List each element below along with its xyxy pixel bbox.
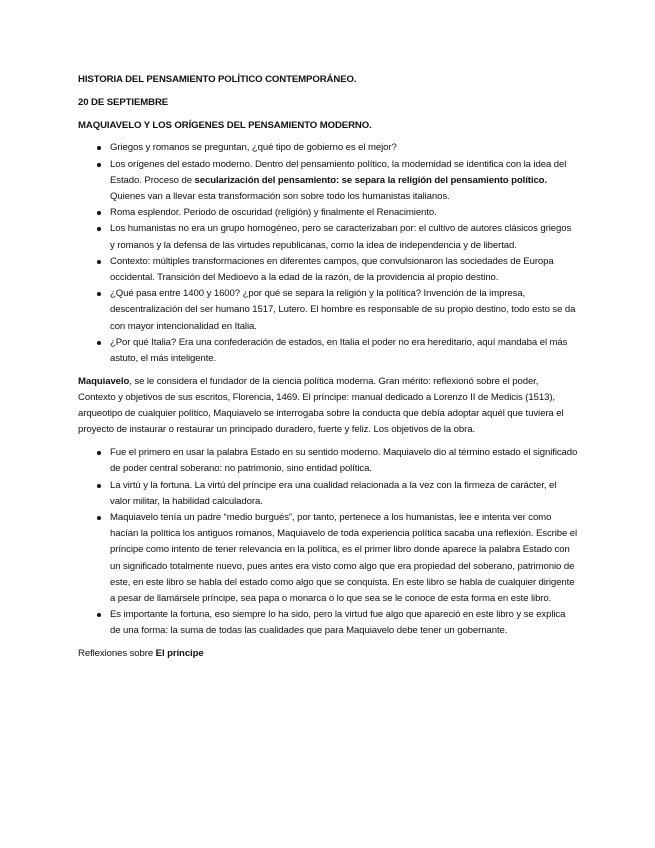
bullet-icon <box>97 146 101 150</box>
list-item-text: Maquiavelo tenía un padre “medio burgués”, por tanto, pertenece a los humanistas, lee e intenta ver como hacían la política los antiguos romanos, Maquiavelo de toda experiencia política sacaba una reflexión. Escribe el príncipe como intento de tener relevancia en la política, es el primer libro donde aparece la palabra Estado con un significado totalmente nuevo, pues antes era visto como algo que era propiedad del soberano, patrimonio de este, en este libro se habla del estado como algo que se conquista. En este libro se habla de cualquier dirigente a pesar de llamársele príncipe, sea papa o monarca o lo que sea se le conoce de esta forma en este libro. <box>110 512 578 605</box>
bullet-icon <box>97 516 101 520</box>
bullet-icon <box>97 484 101 488</box>
list-item-text: Roma esplendor. Periodo de oscuridad (religión) y finalmente el Renacimiento. <box>110 207 437 219</box>
list-item <box>78 205 578 221</box>
bullet-icon <box>97 227 101 231</box>
paragraph-lead-bold: Maquiavelo <box>78 375 130 387</box>
list-item <box>78 157 578 206</box>
section-heading: MAQUIAVELO Y LOS ORÍGENES DEL PENSAMIENTO MODERNO. <box>78 119 372 131</box>
list-item <box>78 478 578 510</box>
list-item-text: ¿Qué pasa entre 1400 y 1600? ¿por qué se separa la religión y la política? Invención de la impresa, descentralización del ser humano 1517, Lutero. El hombre es responsable de su propio destino, todo esto se da con mayor intencionalidad en Italia. <box>110 288 576 332</box>
list-item-text: Los orígenes del estado moderno. Dentro del pensamiento político, la modernidad se identifica con la idea del Estado. Proceso de <box>110 158 567 186</box>
bullet-icon <box>97 292 101 296</box>
list-item-text: Fue el primero en usar la palabra Estado en su sentido moderno. Maquiavelo dio al término estado el significado de poder central soberano: no patrimonio, sino entidad política. <box>110 447 578 475</box>
document-page <box>78 72 578 669</box>
list-item <box>78 607 578 639</box>
date-heading: 20 DE SEPTIEMBRE <box>78 96 169 108</box>
bullet-list-objectives <box>78 445 578 639</box>
list-item <box>78 335 578 367</box>
list-item <box>78 140 578 156</box>
bullet-icon <box>97 163 101 167</box>
list-item <box>78 510 578 607</box>
document-title: HISTORIA DEL PENSAMIENTO POLÍTICO CONTEMPORÁNEO. <box>78 74 357 85</box>
list-item-text: Contexto: múltiples transformaciones en diferentes campos, que convulsionaron las sociedades de Europa occidental. Transición del Medioevo a la edad de la razón, de la providencia al propio destino. <box>110 255 554 284</box>
bullet-icon <box>97 613 101 617</box>
closing-line <box>78 646 578 662</box>
bullet-icon <box>97 341 101 345</box>
closing-bold-title: El príncipe <box>155 648 204 660</box>
bullet-icon <box>97 260 101 264</box>
list-item-text: Es importante la fortuna, eso siempre lo ha sido, pero la virtud fue algo que apareció en este libro y se explica de una forma: la suma de todas las cualidades que para Maquiavelo debe tener un gobernante. <box>110 609 566 637</box>
list-item-text: Los humanistas no era un grupo homogéneo, pero se caracterizaban por: el cultivo de autores clásicos griegos y romanos y la defensa de las virtudes republicanas, como la idea de independencia y de libertad. <box>110 223 572 251</box>
list-item-bold-text: secularización del pensamiento: se separa la religión del pensamiento político. <box>194 174 548 186</box>
paragraph-text: , se le considera el fundador de la ciencia política moderna. Gran mérito: reflexionó sobre el poder, Contexto y objetivos de sus escritos, Florencia, 1469. El príncipe: manual dedicado a Lorenzo II de Medicis (1513), arqueotipo de cualquier político, Maquiavelo se interrogaba sobre la conducta que debía adoptar aquél que tuviera el proyecto de instaurar o restaurar un principado duradero, fuerte y feliz. Los objetivos de la obra. <box>78 375 564 436</box>
maquiavelo-paragraph <box>78 374 578 439</box>
list-item <box>78 286 578 335</box>
list-item-text: Quienes van a llevar esta transformación son sobre todo los humanistas italianos. <box>110 191 450 202</box>
bullet-icon <box>97 451 101 455</box>
bullet-icon <box>97 211 101 215</box>
closing-text: Reflexiones sobre <box>78 648 156 660</box>
list-item-text: Griegos y romanos se preguntan, ¿qué tipo de gobierno es el mejor? <box>110 142 397 154</box>
list-item-text: La virtú y la fortuna. La virtú del príncipe era una cualidad relacionada a la vez con la firmeza de carácter, el valor militar, la habilidad calculadora. <box>110 479 557 507</box>
list-item <box>78 221 578 253</box>
list-item-text: ¿Por qué Italia? Era una confederación de estados, en Italia el poder no era hereditario, aquí mandaba el más astuto, el más inteligente. <box>110 336 568 365</box>
list-item <box>78 254 578 286</box>
bullet-list-origins <box>78 140 578 367</box>
list-item <box>78 445 578 477</box>
